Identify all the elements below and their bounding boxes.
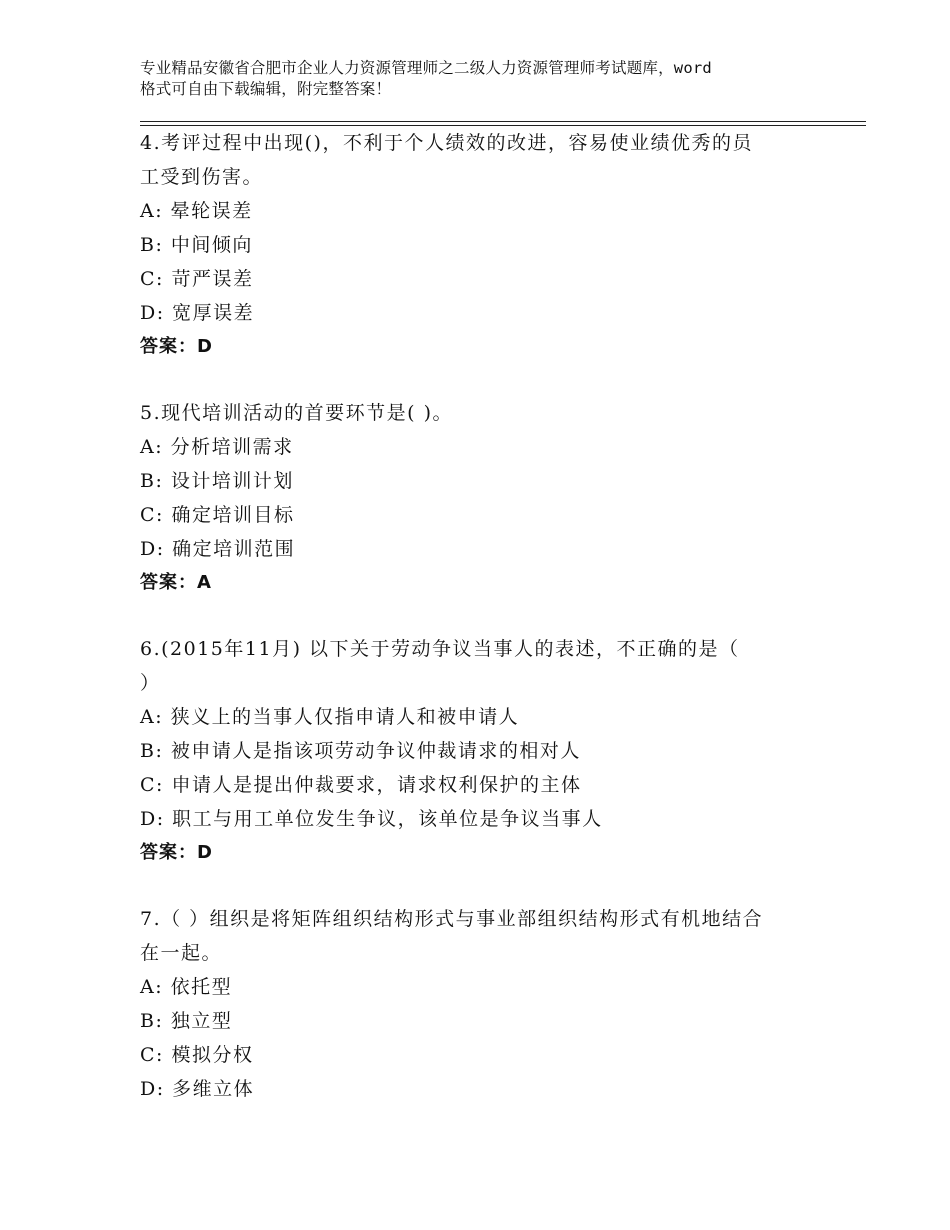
answer (140, 330, 820, 364)
answer (140, 566, 820, 600)
header-divider-top (140, 121, 866, 122)
question-stem-line: 5.现代培训活动的首要环节是( )。 (140, 402, 453, 424)
option-d: D: 确定培训范围 (140, 538, 296, 560)
answer-label: 答案： (140, 336, 197, 357)
question-stem-line: 工受到伤害。 (140, 166, 264, 188)
option-b: B: 中间倾向 (140, 234, 253, 256)
question-list (140, 126, 820, 1138)
header-title-line-2: 格式可自由下载编辑，附完整答案！ (140, 80, 392, 98)
option-a: A: 依托型 (140, 976, 233, 998)
option-c: C: 申请人是提出仲裁要求，请求权利保护的主体 (140, 774, 582, 796)
question-stem-line: 6.(2015年11月) 以下关于劳动争议当事人的表述，不正确的是（ (140, 638, 740, 660)
option-b: B: 被申请人是指该项劳动争议仲裁请求的相对人 (140, 740, 581, 762)
question-stem-line: ） (140, 672, 161, 694)
answer-value: A (197, 572, 211, 593)
question-stem-line: 7.（ ）组织是将矩阵组织结构形式与事业部组织结构形式有机地结合 (140, 908, 764, 930)
document-header (140, 58, 840, 100)
option-a: A: 分析培训需求 (140, 436, 294, 458)
option-c: C: 苛严误差 (140, 268, 254, 290)
option-a: A: 晕轮误差 (140, 200, 253, 222)
option-c: C: 模拟分权 (140, 1044, 254, 1066)
question-stem-line: 4.考评过程中出现()，不利于个人绩效的改进，容易使业绩优秀的员 (140, 132, 753, 154)
option-c: C: 确定培训目标 (140, 504, 295, 526)
answer-label: 答案： (140, 572, 197, 593)
option-d: D: 多维立体 (140, 1078, 255, 1100)
question-stem-line: 在一起。 (140, 942, 223, 964)
answer-value: D (197, 842, 212, 863)
option-d: D: 宽厚误差 (140, 302, 255, 324)
option-a: A: 狭义上的当事人仅指申请人和被申请人 (140, 706, 520, 728)
answer-label: 答案： (140, 842, 197, 863)
question-5 (140, 396, 820, 600)
answer (140, 836, 820, 870)
option-d: D: 职工与用工单位发生争议，该单位是争议当事人 (140, 808, 603, 830)
question-7 (140, 902, 820, 1106)
option-b: B: 设计培训计划 (140, 470, 294, 492)
option-b: B: 独立型 (140, 1010, 233, 1032)
question-4 (140, 126, 820, 364)
answer-value: D (197, 336, 212, 357)
header-title-line-1: 专业精品安徽省合肥市企业人力资源管理师之二级人力资源管理师考试题库，word (140, 59, 712, 77)
question-6 (140, 632, 820, 870)
